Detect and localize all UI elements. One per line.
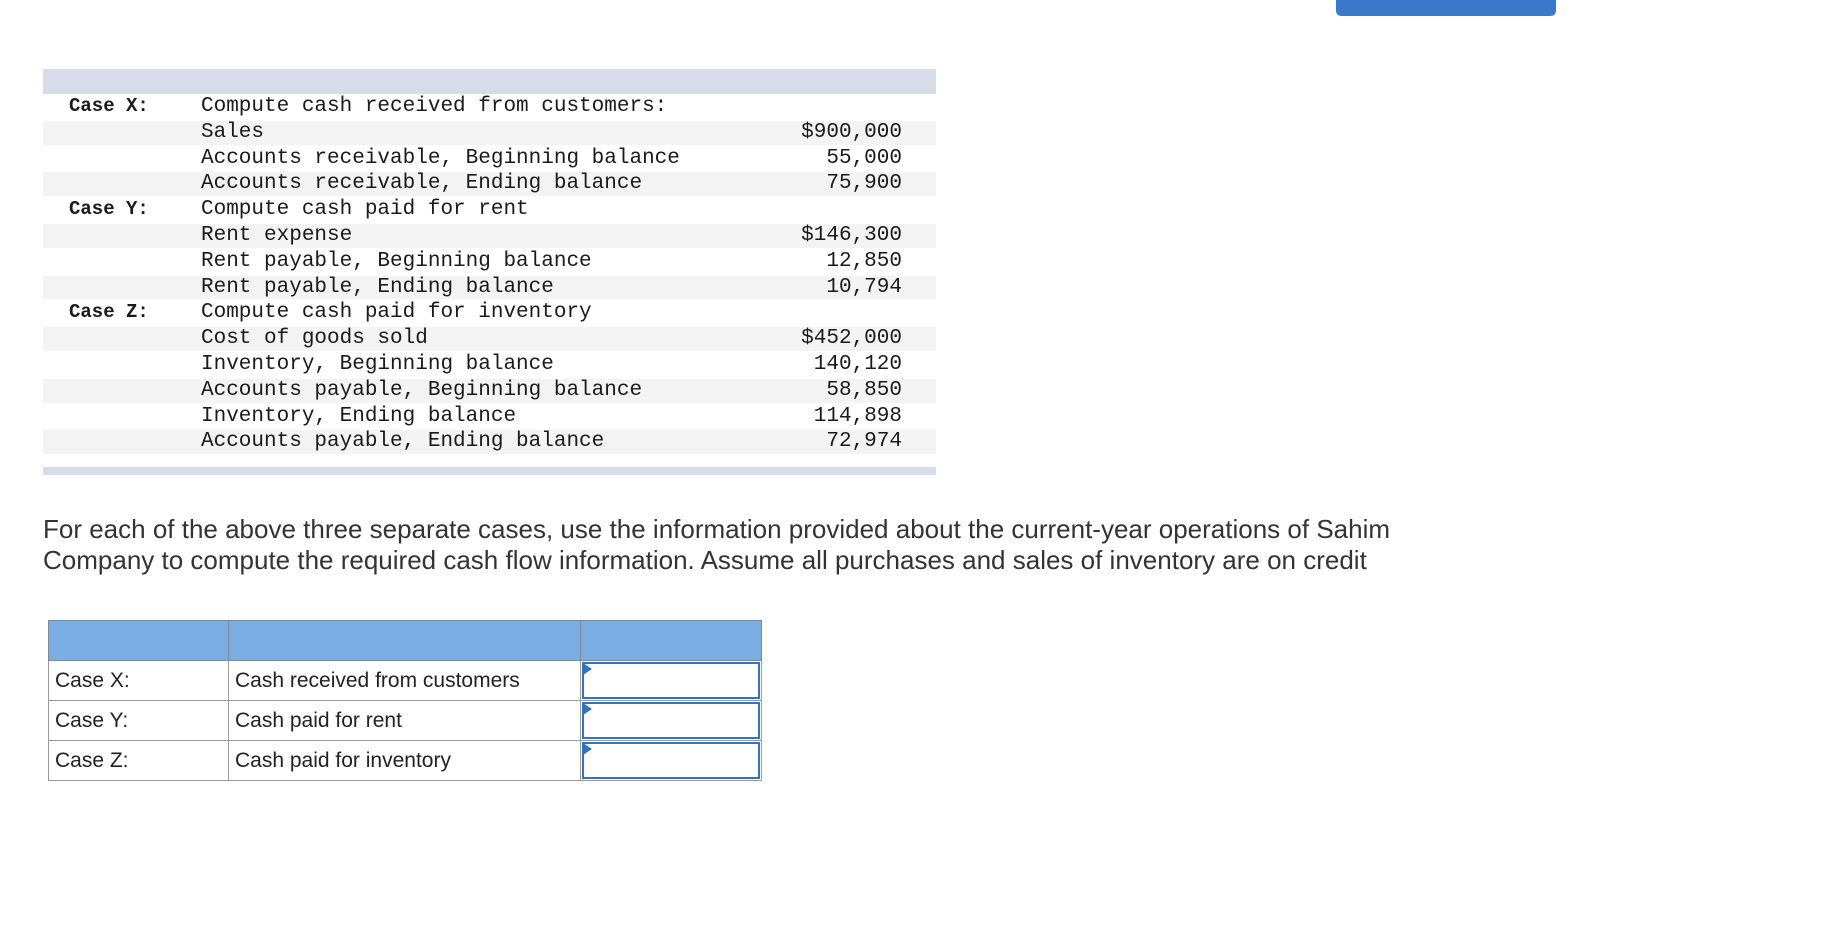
table-row (43, 429, 936, 455)
table-row (43, 352, 936, 378)
row-description: Cost of goods sold (201, 327, 428, 351)
row-description: Rent expense (201, 223, 353, 247)
row-description: Inventory, Beginning balance (201, 352, 554, 376)
row-description: Accounts receivable, Ending balance (201, 172, 643, 196)
cash-paid-for-inventory-input[interactable] (582, 742, 760, 779)
instruction-text: For each of the above three separate cases, use the information provided about the current-year operations of Sahim Company to compute the required cash flow information. Assume all purchases and sales of inventory are on credit (43, 514, 1391, 575)
table-row (43, 326, 936, 352)
table-row (43, 120, 936, 146)
case-data-table (43, 69, 936, 475)
row-amount: 10,794 (826, 275, 902, 299)
cash-received-from-customers-input[interactable] (582, 662, 760, 699)
table-row (43, 275, 936, 301)
answer-table (48, 620, 762, 781)
table-row (43, 146, 936, 172)
answer-input-cell (581, 741, 762, 781)
answer-row-label: Cash received from customers (229, 661, 581, 701)
header-cell (229, 621, 581, 661)
table-row (43, 171, 936, 197)
row-amount: 75,900 (826, 172, 902, 196)
table-row (43, 300, 936, 326)
answer-case-label: Case X: (49, 661, 229, 701)
row-description: Rent payable, Beginning balance (201, 249, 592, 273)
answer-input-cell (581, 701, 762, 741)
row-description: Compute cash paid for rent (201, 198, 529, 222)
table-row (43, 223, 936, 249)
row-amount: 72,974 (826, 430, 902, 454)
table-row (43, 378, 936, 404)
answer-row (49, 741, 762, 781)
dropdown-indicator-icon (583, 743, 592, 755)
row-description: Compute cash paid for inventory (201, 301, 592, 325)
row-amount: 55,000 (826, 146, 902, 170)
row-amount: $900,000 (801, 120, 902, 144)
dropdown-indicator-icon (583, 703, 592, 715)
row-description: Accounts payable, Ending balance (201, 430, 605, 454)
case-label: Case X: (69, 95, 149, 117)
answer-row-label: Cash paid for inventory (229, 741, 581, 781)
case-data-rows (43, 94, 936, 455)
row-description: Accounts receivable, Beginning balance (201, 146, 680, 170)
table-row (43, 404, 936, 430)
row-amount: 58,850 (826, 378, 902, 402)
row-amount: 114,898 (813, 404, 902, 428)
answer-case-label: Case Y: (49, 701, 229, 741)
cash-paid-for-rent-input[interactable] (582, 702, 760, 739)
row-amount: $146,300 (801, 223, 902, 247)
row-amount: 140,120 (813, 352, 902, 376)
case-label: Case Y: (69, 198, 149, 221)
answer-row (49, 701, 762, 741)
table-row (43, 249, 936, 275)
row-description: Inventory, Ending balance (201, 404, 517, 428)
answer-case-label: Case Z: (49, 741, 229, 781)
table-row (43, 94, 936, 120)
header-cell (581, 621, 762, 661)
answer-row-label: Cash paid for rent (229, 701, 581, 741)
case-label: Case Z: (69, 301, 149, 324)
row-amount: 12,850 (826, 249, 902, 273)
table-row (43, 197, 936, 223)
top-action-button[interactable] (1336, 0, 1556, 16)
row-description: Accounts payable, Beginning balance (201, 378, 643, 402)
dropdown-indicator-icon (583, 663, 592, 675)
header-cell (49, 621, 229, 661)
answer-header-row (49, 621, 762, 661)
row-description: Sales (201, 120, 265, 144)
table-footer-band (43, 467, 936, 475)
row-description: Compute cash received from customers: (201, 95, 668, 118)
row-description: Rent payable, Ending balance (201, 275, 554, 299)
row-amount: $452,000 (801, 327, 902, 351)
answer-row (49, 661, 762, 701)
answer-input-cell (581, 661, 762, 701)
table-header-band (43, 69, 936, 94)
